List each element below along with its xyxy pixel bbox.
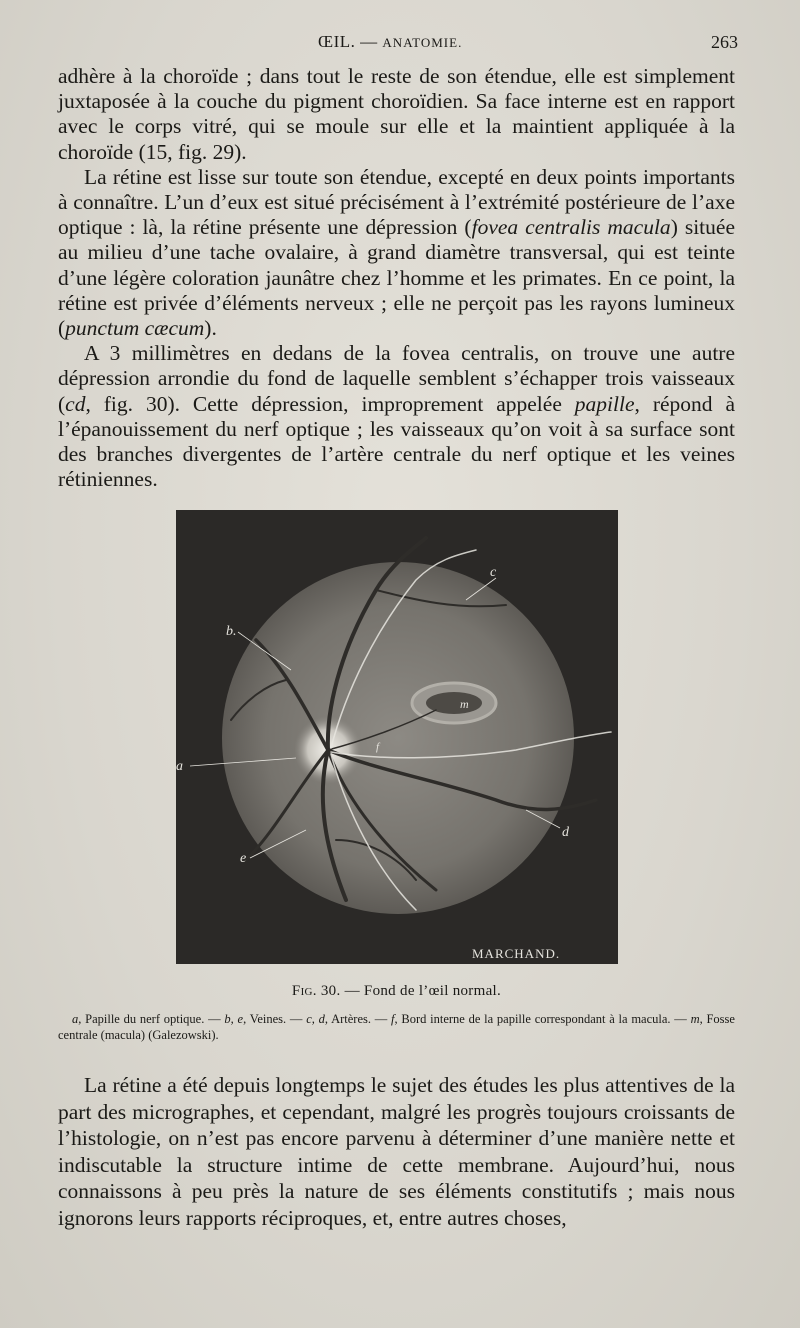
text-run: ) située au milieu d’une tache ovalaire, à grand diamètre transversal, qui est teinte d’une légère coloration jaunâtre chez l’homme et les primates. En ce point, la rétine est privée d’éléments nerveux ; elle ne perçoit pas les rayons lumineux (: [58, 215, 735, 341]
label-e: e: [240, 851, 247, 866]
running-header: [58, 32, 738, 58]
label-f: f: [376, 741, 380, 753]
body-text-bottom: [58, 1072, 735, 1231]
text-run: adhère à la choroïde ; dans tout le reste de son étendue, elle est simplement juxtaposée à la couche du pigment choroïdien. Sa face interne est en rapport avec le corps vitré, qui se moule sur elle et la maintient appliquée à la choroïde (15, fig. 29).: [58, 64, 735, 164]
text-run: , Veines. —: [243, 1012, 307, 1026]
italic-text: f: [391, 1012, 395, 1026]
italic-text: papille: [574, 391, 635, 416]
running-title-sub: ANATOMIE.: [382, 35, 463, 50]
figure-fundus: [176, 510, 618, 964]
italic-text: b, e: [224, 1012, 244, 1026]
label-a: a: [176, 759, 183, 774]
text-run: La rétine est lisse sur toute son étendue, excepté en deux points importants à connaître. L’un d’eux est situé précisément à l’extrémité postérieure de l’axe optique : là, la rétine présente une dépression (: [58, 164, 735, 240]
text-run: , Fosse centrale (macula) (Galezowski).: [58, 1012, 735, 1042]
text-run: , Bord interne de la papille correspondant à la macula. —: [394, 1012, 691, 1026]
italic-text: punctum cæcum: [65, 316, 205, 341]
fundus-illustration: [176, 510, 618, 964]
italic-text: c, d: [306, 1012, 325, 1026]
text-run: La rétine a été depuis longtemps le sujet des études les plus attentives de la part des micrographes, et cependant, malgré les progrès toujours croissants de l’histologie, on n’est pas encore parvenu à déterminer d’une manière nette et indiscutable la structure intime de cette membrane. Aujourd’hui, nous connaissons à peu près la nature de ses éléments constitutifs ; mais nous ignorons leurs rapports réciproques, et, entre autres choses,: [58, 1073, 735, 1230]
text-run: , fig. 30). Cette dépression, improprement appelée: [85, 391, 575, 416]
italic-text: fovea centralis macula: [471, 215, 671, 240]
running-title: [318, 32, 462, 52]
figure-caption: [58, 983, 735, 1000]
text-run: , Artères. —: [324, 1012, 391, 1026]
text-run: , Papille du nerf optique. —: [78, 1012, 225, 1026]
figure-title: — Fond de l’œil normal.: [340, 983, 502, 999]
figure-number: Fig. 30.: [291, 983, 341, 999]
running-title-separator: —: [355, 32, 383, 51]
italic-text: m: [690, 1012, 700, 1026]
paragraph: [58, 165, 735, 341]
page-number: 263: [711, 32, 738, 52]
text-run: , répond à l’épanouissement du nerf optique ; les vaisseaux qu’on voit à sa surface sont des branches divergentes de l’artère centrale du nerf optique et les veines rétiniennes.: [58, 391, 735, 492]
italic-text: cd: [65, 391, 86, 416]
figure-legend-text: [58, 1011, 735, 1043]
text-run: ).: [204, 316, 217, 341]
running-title-main: ŒIL.: [318, 32, 356, 51]
paragraph: [58, 341, 735, 492]
label-m: m: [460, 697, 469, 711]
text-run: A 3 millimètres en dedans de la fovea centralis, on trouve une autre dépression arrondie du fond de laquelle semblent s’échapper trois vaisseaux (: [58, 341, 735, 416]
label-d: d: [562, 825, 569, 840]
artist-signature: MARCHAND.: [472, 946, 561, 961]
label-b: b.: [226, 624, 237, 639]
paragraph: [58, 64, 735, 165]
label-c: c: [490, 565, 497, 580]
figure-legend: [58, 1011, 735, 1043]
paragraph: [58, 1072, 735, 1231]
body-text-top: [58, 64, 735, 492]
italic-text: a: [72, 1012, 79, 1026]
